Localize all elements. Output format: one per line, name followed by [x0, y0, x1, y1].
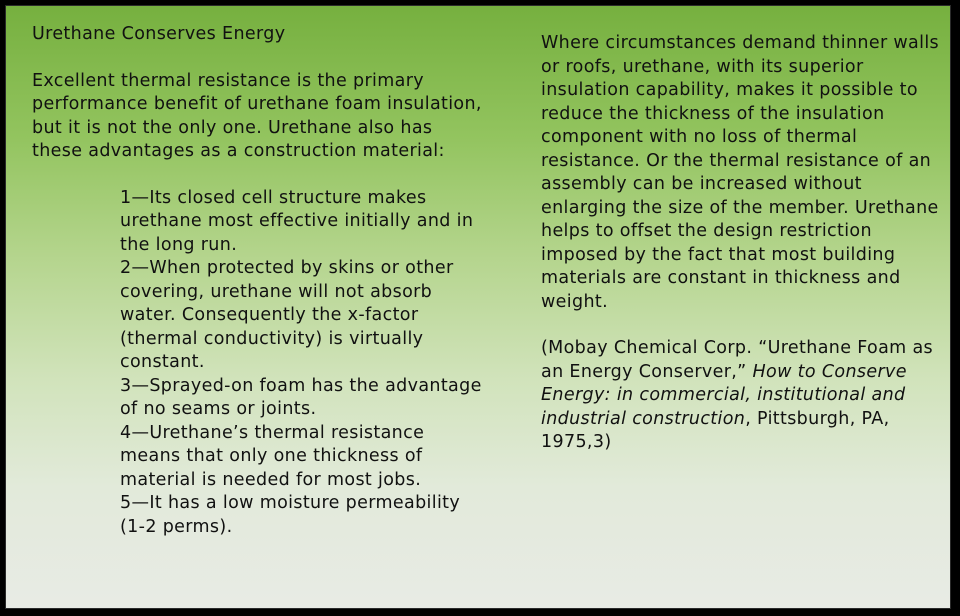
content-panel	[5, 5, 951, 609]
list-item: 2—When protected by skins or other covering, urethane will not absorb water. Consequently the x-factor (thermal conductivity) is virtually constant.	[120, 258, 454, 372]
list-item: 3—Sprayed-on foam has the advantage of no seams or joints.	[120, 375, 482, 419]
right-column	[541, 32, 951, 455]
citation-title: How to Conserve Energy: in commercial, institutional and industrial construction	[541, 361, 907, 429]
list-item: 1—Its closed cell structure makes urethane most effective initially and in the long run.	[120, 187, 474, 255]
body-paragraph: Where circumstances demand thinner walls or roofs, urethane, with its superior insulation capability, makes it possible to reduce the thickness of the insulation component with no loss of thermal resistance. Or the thermal resistance of an assembly can be increased without enlarging the size of the member. Urethane helps to offset the design restriction imposed by the fact that most building materials are constant in thickness and weight.	[541, 33, 940, 312]
list-item: 5—It has a low moisture permeability (1-2 perms).	[120, 493, 461, 537]
left-column	[32, 23, 482, 539]
citation-prefix: (Mobay Chemical Corp. “Urethane Foam as an Energy Conserver,”	[541, 338, 934, 382]
citation-suffix: , Pittsburgh, PA, 1975,3)	[541, 408, 890, 452]
intro-paragraph: Excellent thermal resistance is the primary performance benefit of urethane foam insulation, but it is not the only one. Urethane also has these advantages as a construction material:	[32, 70, 482, 161]
list-item: 4—Urethane’s thermal resistance means that only one thickness of material is needed for most jobs.	[120, 422, 425, 490]
advantages-list	[120, 187, 490, 540]
section-heading: Urethane Conserves Energy	[32, 24, 286, 44]
citation	[541, 337, 951, 455]
